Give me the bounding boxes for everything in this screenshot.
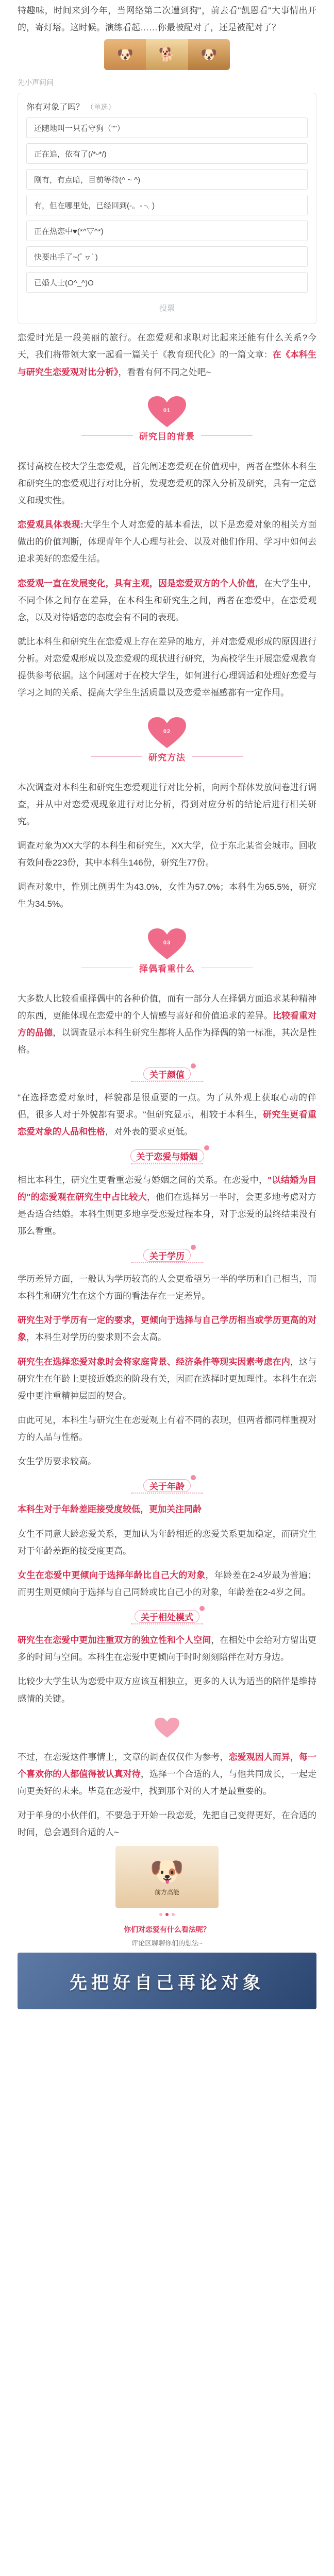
highlight-text: 研究生在恋爱中更加注重双方的独立性和个人空间: [18, 1635, 211, 1646]
heart-icon: [148, 396, 186, 428]
section-title-text: 研究方法: [148, 753, 186, 763]
body-paragraph: [18, 990, 316, 1059]
body-text: ，在大学生中，不同个体之间存在差异，在本科生和研究生之间，两者在恋爱中，在恋爱观念，以及对待婚恋的态度会有不同的表现。: [18, 578, 317, 622]
subsection-header: [0, 1141, 334, 1172]
section-header: [0, 381, 334, 458]
divider: [81, 435, 133, 436]
body-paragraph: 女生不同意大龄恋爱关系，更加认为年龄相近的恋爱关系更加稳定，而研究生对于年龄差距的接受度更高。: [18, 1529, 316, 1556]
poll-option[interactable]: 正在热恋中♥(*^▽^*): [26, 221, 308, 241]
dot: [165, 1913, 169, 1916]
dog-image: 🐶: [104, 39, 146, 70]
section-header: [0, 913, 334, 990]
body-text: 不过，在恋爱这件事情上，文章的调查仅仅作为参考，: [18, 1752, 229, 1762]
body-text: ，他们在选择另一半时，会更多地考虑对方是否适合结婚。本科生则更多地享受恋爱过程本身，对于恋爱的最终结果没有那么看重。: [18, 1192, 316, 1236]
body-text: ，对外表的要求更低。: [105, 1127, 193, 1137]
dot: [159, 1913, 162, 1916]
body-paragraph: [18, 1567, 316, 1601]
subsection-title: 关于相处模式: [132, 1608, 202, 1625]
intro-text: 恋爱时光是一段美丽的旅行。在恋爱观和求职对比起来还能有什么关系?今天，我们将带领大家一起看一篇关于《教育现代化》的一篇文章：: [18, 333, 316, 360]
dot: [172, 1913, 175, 1916]
body-paragraph: 由此可见，本科生与研究生在恋爱观上有着不同的表现，但两者都同样重视对方的人品与性格。: [18, 1415, 316, 1443]
subsection-title: 关于年龄: [141, 1477, 193, 1494]
body-paragraph: 调查对象为XX大学的本科生和研究生，XX大学，位于东北某省会城市。回收有效问卷223份，其中本科生146份，研究生77份。: [18, 840, 316, 868]
body-text: "在选择恋爱对象时，样貌都是很重要的一点。为了从外观上获取心动的伴侣，很多人对于外貌都有要求。"但研究显示，相较于本科生，: [18, 1093, 316, 1120]
highlight-text: 女生在恋爱中更倾向于选择年龄比自己大的对象: [18, 1570, 206, 1580]
subsection-header: [0, 1470, 334, 1501]
poll-option[interactable]: 已婚人士(О^_^)О: [26, 272, 308, 293]
subsection-header: [0, 1058, 334, 1089]
intro-text: ，看看有何不同之处吧~: [118, 367, 211, 377]
cta-prompt: 评论区聊聊你们的想法~: [131, 1939, 203, 1947]
highlight-text: "以结婚为目的"的恋爱观在研究生中占比较大: [18, 1175, 316, 1202]
highlight-text: 恋爱观具体表现:: [18, 520, 84, 530]
heart-icon: [148, 928, 186, 960]
section-title-text: 研究目的背景: [139, 432, 195, 442]
subsection-header: [0, 1240, 334, 1270]
intro-paragraph: [18, 329, 316, 380]
body-text: 大学生个人对恋爱的基本看法，以下是恋爱对象的相关方面做出的价值判断，体现青年个人心理与社会、以及对他们作用、学习中如何去追求美好的恋爱生活。: [18, 520, 316, 564]
body-text: ，这与研究生在年龄上更接近婚恋的阶段有关，因而在选择时更加理性。本科生在恋爱中更注重精神层面的契合。: [18, 1357, 317, 1401]
poll-option[interactable]: 正在追，依有了(/*ᵕ*/): [26, 143, 308, 164]
body-paragraph: [18, 1172, 316, 1240]
body-text: ，在相处中会给对方留出更多的时间与空间。本科生在恋爱中更倾向于时时刻刻陪伴在对方身边。: [18, 1635, 317, 1663]
body-text: 相比本科生，研究生更看重恋爱与婚姻之间的关系。在恋爱中，: [18, 1175, 268, 1185]
poll-option[interactable]: 快要出手了~(ﾟヮﾟ): [26, 246, 308, 267]
meme-caption: 前方高能: [154, 1888, 179, 1896]
divider: [201, 435, 253, 436]
heart-icon: [148, 717, 186, 749]
dog-photo-strip: [104, 39, 230, 70]
dog-face-icon: 🐶: [149, 1856, 185, 1887]
highlight-text: 比较看重对方的品德: [18, 1010, 317, 1038]
poll-option[interactable]: 还随地叫一只看守狗（""）: [26, 117, 308, 138]
intro-paragraph: 特趣味，时间来到今年，当网络第二次遭到狗"，前去看"凯恩看"大事情出开的，寄灯塔。这时候。演练看起……你最被配对了，还是被配对了？: [18, 6, 316, 33]
body-paragraph: [18, 1353, 316, 1404]
highlight-text: 研究生在选择恋爱对象时会将家庭背景、经济条件等现实因素考虑在内: [18, 1357, 290, 1367]
section-title: [81, 961, 253, 974]
dog-image: 🐶: [188, 39, 230, 70]
body-text: 大多数人比较看重择偶中的各种价值，而有一部分人在择偶方面追求某种精神的东西，更能体现在恋爱中的个人情感与喜好和价值追求的差异。: [18, 993, 316, 1021]
divider: [91, 756, 142, 757]
body-paragraph: 女生学历要求较高。: [18, 1456, 96, 1467]
closing-ornament: [0, 1707, 334, 1749]
cta-question: 你们对恋爱有什么看法呢？: [124, 1925, 210, 1934]
vote-button[interactable]: 投票: [159, 304, 175, 313]
article-title-highlight: 在《本科生与研究生恋爱观对比分析》: [18, 350, 317, 377]
poll-question-text: 你有对象了吗？: [26, 103, 85, 112]
dot-divider: [0, 1913, 334, 1916]
highlight-text: 恋爱观因人而异，每一个喜欢你的人都值得被认真对待: [18, 1752, 316, 1779]
body-paragraph: 就比本科生和研究生在恋爱观上存在差异的地方，并对恋爱观形成的原因进行分析。对恋爱观形成以及恋爱观的现状进行研究，为高校学生开展恋爱观教育提供参考依据。这个问题对于在校大学生，如何进行心理调适和处理好恋爱与学习之间的关系、提高大学生生活质量以及恋爱幸福感都有一定作用。: [18, 636, 316, 698]
section-number: 01: [163, 408, 171, 414]
body-text: ，选择一个合适的人，与他共同成长，一起走向更美好的未来。毕竟在恋爱中，找到那个对的人才是最重要的。: [18, 1769, 317, 1797]
section-number: 02: [163, 728, 171, 735]
body-paragraph: [18, 1089, 316, 1140]
body-paragraph: 比较少大学生认为恋爱中双方应该互相独立，更多的人认为适当的陪伴是维持感情的关键。: [18, 1676, 316, 1704]
section-header: [0, 702, 334, 779]
body-paragraph: [18, 1632, 316, 1666]
body-paragraph: 本次调查对本科生和研究生恋爱观进行对比分析，向两个群体发放问卷进行调查，并从中对恋爱观现象进行对比分析，得到对应分析的结论后进行相关研究。: [18, 782, 316, 826]
body-text: ，以调查显示本科生研究生都将人品作为择偶的第一标准，其次是性格。: [18, 1027, 317, 1055]
divider: [192, 756, 243, 757]
poll-option[interactable]: 有，但在哪里处，已经回到(-。- ╮): [26, 195, 308, 215]
body-paragraph: [18, 575, 316, 626]
section-title: [81, 429, 253, 442]
subsection-title: 关于学历: [141, 1247, 193, 1264]
poll-option[interactable]: 刚有，有点暗，目前等待(^ ~ ^): [26, 169, 308, 190]
highlight-text: 研究生更看重恋爱对象的人品和性格: [18, 1110, 316, 1137]
meme-image: [115, 1846, 219, 1908]
poll: [18, 93, 316, 324]
body-paragraph: 学历差异方面，一般认为学历较高的人会更希望另一半的学历和自己相当，而本科生和研究生在这个方面的看法存在一定差异。: [18, 1274, 316, 1301]
intro: [0, 0, 334, 381]
highlight-text: 恋爱观一直在发展变化，具有主观，因是恋爱双方的个人价值: [18, 578, 255, 588]
subsection-header: [0, 1601, 334, 1632]
body-paragraph: 探讨高校在校大学生恋爱观，首先阐述恋爱观在价值观中，两者在整体本科生和研究生的恋爱观进行对比分析，发现恋爱观的深入分析及研究，具有一定意义和现实性。: [18, 461, 316, 505]
closing-banner-image: 先把好自己再论对象: [18, 1953, 316, 2009]
poll-type-tag: （单选）: [86, 103, 115, 112]
poll-question: [26, 100, 308, 112]
dog-image: 🐕: [146, 39, 188, 70]
poll-heading: 先小声问问: [18, 78, 54, 87]
heart-icon: [152, 1718, 182, 1738]
section-number: 03: [163, 940, 171, 946]
body-paragraph: [18, 516, 316, 567]
subsection-title: 关于恋爱与婚姻: [128, 1147, 206, 1164]
section-title-text: 择偶看重什么: [139, 964, 195, 974]
call-to-action: [0, 1924, 334, 1947]
highlight-paragraph: 本科生对于年龄差距接受度较低，更加关注同龄: [18, 1504, 202, 1515]
body-paragraph: [18, 1749, 316, 1800]
highlight-text: 研究生对于学历有一定的要求，更倾向于选择与自己学历相当或学历更高的对象: [18, 1315, 316, 1343]
body-paragraph: 调查对象中，性别比例男生为43.0%，女性为57.0%；本科生为65.5%，研究生为34.5%。: [18, 882, 316, 909]
body-text: ，本科生对学历的要求则不会太高。: [26, 1332, 166, 1343]
body-text: ，年龄差在2-4岁最为普遍；而男生则更倾向于选择与自己同龄或比自己小的对象，年龄差在2-4岁之间。: [18, 1570, 316, 1598]
body-paragraph: 对于单身的小伙伴们，不要急于开始一段恋爱，先把自己变得更好，在合适的时间，总会遇到合适的人~: [18, 1810, 316, 1838]
subsection-title: 关于颜值: [141, 1065, 193, 1082]
section-title: [91, 750, 243, 763]
body-paragraph: [18, 1312, 316, 1346]
